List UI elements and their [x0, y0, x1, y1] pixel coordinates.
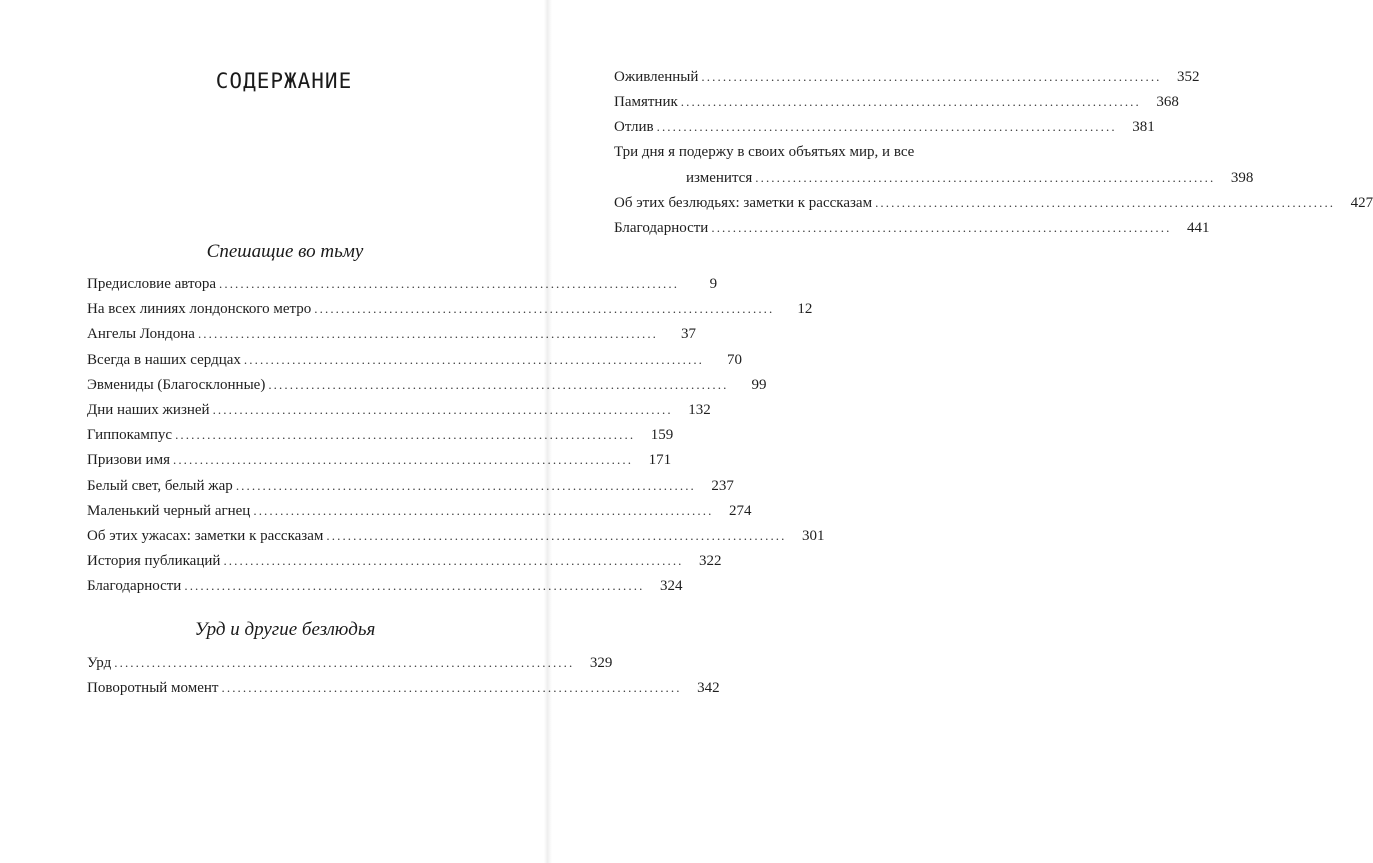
- toc-entry-title: Урд: [87, 655, 112, 671]
- dot-leader: ......................................................................................: [197, 326, 659, 342]
- dot-leader: ......................................................................................: [755, 169, 1216, 185]
- toc-entry[interactable]: [614, 190, 1373, 215]
- toc-entry-wrapped-line1[interactable]: [614, 140, 1000, 165]
- dot-leader: ......................................................................................: [219, 276, 680, 291]
- toc-entry[interactable]: [87, 372, 767, 397]
- dot-leader: ......................................................................................: [875, 194, 1336, 210]
- dot-leader: ......................................................................................: [172, 452, 634, 468]
- toc-entry-page: 237: [711, 477, 734, 494]
- dot-leader: ......................................................................................: [175, 427, 636, 443]
- toc-entry-page: 441: [1186, 220, 1210, 237]
- toc-entry-page: 171: [648, 452, 672, 469]
- toc-entry-page: 368: [1156, 94, 1179, 111]
- toc-entry-title: Маленький черный агнец: [87, 502, 251, 519]
- dot-leader: ......................................................................................: [114, 655, 575, 670]
- dot-leader: ......................................................................................: [326, 527, 787, 543]
- toc-entry[interactable]: [87, 271, 718, 296]
- toc-entry-page: 99: [751, 376, 767, 393]
- toc-entry-wrapped-line2[interactable]: [614, 165, 1254, 190]
- toc-entry[interactable]: [614, 215, 1210, 240]
- dot-leader: ......................................................................................: [701, 69, 1162, 84]
- section-title-speshashchie: Спешащие во тьму: [206, 241, 364, 262]
- dot-leader: ......................................................................................: [680, 94, 1141, 110]
- toc-entry-page: 70: [727, 351, 743, 368]
- toc-list-section1: [87, 271, 825, 598]
- dot-leader: ......................................................................................: [223, 553, 684, 569]
- toc-entry-title: Предисловие автора: [87, 276, 216, 292]
- toc-entry-page: 352: [1177, 69, 1200, 85]
- toc-entry-title: Три дня я подержу в своих объятьях мир, и все: [614, 143, 915, 160]
- toc-entry-title: Всегда в наших сердцах: [87, 351, 241, 368]
- dot-leader: ......................................................................................: [212, 401, 673, 417]
- dot-leader: ......................................................................................: [184, 578, 645, 594]
- toc-entry-page: 324: [659, 578, 683, 595]
- toc-entry[interactable]: [614, 64, 1200, 89]
- toc-entry-page: 9: [709, 276, 718, 292]
- toc-entry-page: 342: [697, 680, 720, 697]
- toc-entry-page: 274: [728, 502, 752, 519]
- toc-entry-title: Поворотный момент: [87, 680, 219, 697]
- toc-entry[interactable]: [87, 296, 813, 321]
- toc-entry[interactable]: [87, 523, 825, 548]
- toc-entry-title: Отлив: [614, 119, 654, 136]
- toc-entry-page: 37: [681, 326, 697, 343]
- toc-entry-title: Гиппокампус: [87, 427, 173, 444]
- toc-entry-title: Благодарности: [614, 220, 709, 237]
- toc-entry[interactable]: [87, 548, 722, 573]
- toc-entry-title: Белый свет, белый жар: [87, 477, 233, 494]
- toc-entry[interactable]: [87, 675, 720, 700]
- toc-entry-page: 398: [1230, 169, 1254, 186]
- toc-entry[interactable]: [87, 650, 613, 675]
- dot-leader: ......................................................................................: [711, 220, 1172, 236]
- toc-entry[interactable]: [87, 498, 752, 523]
- toc-entry-page: 329: [589, 655, 613, 671]
- toc-entry[interactable]: [87, 397, 711, 422]
- toc-entry[interactable]: [614, 114, 1155, 139]
- toc-entry[interactable]: [87, 321, 697, 346]
- toc-entry-page: 381: [1132, 119, 1155, 136]
- toc-entry[interactable]: [614, 89, 1179, 114]
- toc-entry-title: Благодарности: [87, 578, 182, 595]
- toc-entry-page: 322: [699, 553, 722, 570]
- dot-leader: ......................................................................................: [314, 301, 775, 317]
- dot-leader: ......................................................................................: [235, 477, 696, 493]
- dot-leader: ......................................................................................: [268, 376, 729, 392]
- toc-entry-page: 427: [1350, 194, 1373, 211]
- toc-entry-title: История публикаций: [87, 553, 221, 570]
- toc-entry-title: Об этих безлюдьях: заметки к рассказам: [614, 194, 873, 211]
- toc-entry-title: Об этих ужасах: заметки к рассказам: [87, 527, 324, 544]
- toc-entry[interactable]: [87, 473, 734, 498]
- toc-entry[interactable]: [87, 573, 683, 598]
- toc-list-right: [614, 64, 1373, 240]
- dot-leader: ......................................................................................: [243, 351, 705, 367]
- toc-entry-title: На всех линиях лондонского метро: [87, 301, 312, 318]
- toc-entry-page: 301: [802, 527, 825, 544]
- contents-title: СОДЕРЖАНИЕ: [215, 69, 353, 93]
- toc-entry-title: Призови имя: [87, 452, 170, 469]
- toc-entry-title: Эвмениды (Благосклонные): [87, 376, 266, 393]
- toc-entry[interactable]: [87, 347, 743, 372]
- dot-leader: ......................................................................................: [656, 119, 1117, 135]
- toc-entry-page: 132: [688, 401, 711, 418]
- toc-entry-page: 159: [650, 427, 674, 444]
- toc-entry[interactable]: [87, 447, 672, 472]
- toc-entry-title: Дни наших жизней: [87, 401, 210, 418]
- toc-entry-page: 12: [797, 301, 813, 318]
- toc-entry[interactable]: [87, 422, 674, 447]
- toc-entry-title: Ангелы Лондона: [87, 326, 195, 343]
- dot-leader: ......................................................................................: [253, 502, 714, 518]
- dot-leader: ......................................................................................: [221, 680, 682, 696]
- toc-entry-title: Памятник: [614, 94, 678, 111]
- section-title-urd: Урд и другие безлюдья: [194, 619, 376, 640]
- toc-entry-title: Оживленный: [614, 69, 699, 85]
- toc-entry-title-continued: изменится: [686, 169, 753, 186]
- toc-list-section2: [87, 650, 720, 700]
